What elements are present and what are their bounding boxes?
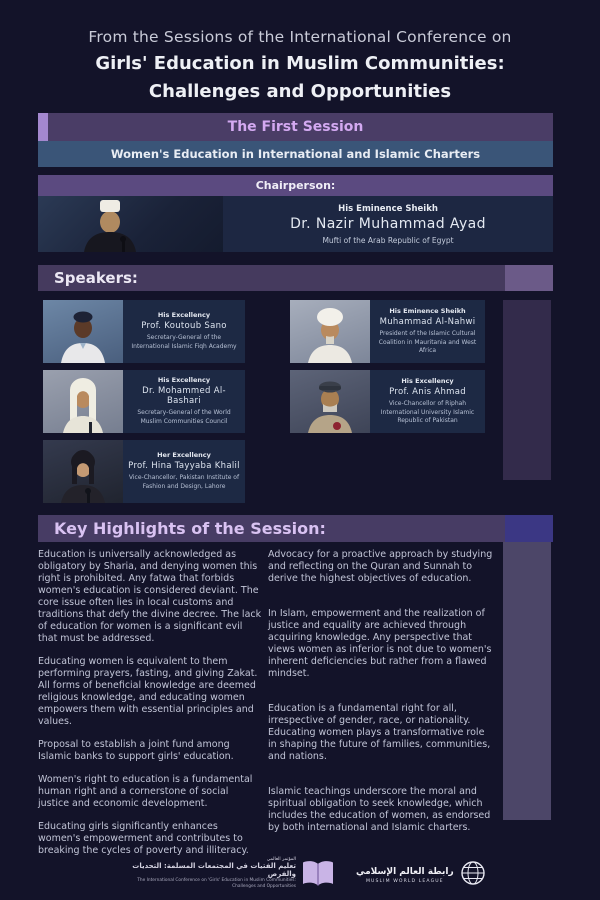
speaker-card bbox=[43, 370, 245, 433]
poster-footer bbox=[0, 856, 600, 900]
speaker-info bbox=[370, 370, 485, 433]
speaker-name: Prof. Anis Ahmad bbox=[389, 386, 466, 397]
highlights-banner bbox=[38, 515, 553, 542]
speaker-photo bbox=[43, 300, 123, 363]
highlight-paragraph: Islamic teachings underscore the moral and spiritual obligation to seek knowledge, which includes the education of women, as endorsed by both international and Islamic charters. bbox=[268, 786, 491, 833]
chairperson-banner bbox=[38, 175, 553, 196]
highlights-left-column bbox=[38, 549, 262, 868]
chairperson-honorific: His Eminence Sheikh bbox=[338, 203, 438, 214]
mwl-globe-icon bbox=[460, 860, 486, 890]
chairperson-card bbox=[38, 196, 553, 252]
chairperson-name: Dr. Nazir Muhammad Ayad bbox=[290, 215, 486, 232]
speaker-honorific: His Eminence Sheikh bbox=[389, 306, 466, 315]
conference-logo bbox=[130, 857, 296, 891]
speaker-info bbox=[123, 440, 245, 503]
header-line2: Girls' Education in Muslim Communities: bbox=[95, 53, 505, 74]
highlight-paragraph: Educating girls significantly enhances women's empowerment and contributes to breaking the cycles of poverty and illiteracy. bbox=[38, 821, 249, 856]
highlight-paragraph: Women's right to education is a fundamental human right and a cornerstone of social justice and economic development. bbox=[38, 774, 253, 809]
highlight-paragraph: Educating women is equivalent to them performing prayers, fasting, and giving Zakat. All forms of beneficial knowledge are deemed religious knowledge, and educating women empowers them with essential principles and values. bbox=[38, 656, 258, 727]
speaker-role: Vice-Chancellor of Riphah International University Islamic Republic of Pakistan bbox=[380, 399, 475, 425]
chairperson-photo bbox=[38, 196, 223, 252]
decorative-strip-highlights bbox=[503, 530, 551, 820]
speaker-card bbox=[43, 440, 245, 503]
highlights-banner-endblock bbox=[505, 515, 553, 542]
muslim-world-league-logo bbox=[356, 860, 486, 890]
speaker-honorific: His Excellency bbox=[401, 376, 454, 385]
speaker-role: Secretary-General of the World Muslim Communities Council bbox=[137, 409, 231, 425]
session-subtitle: Women's Education in International and Islamic Charters bbox=[110, 147, 481, 161]
speaker-name: Dr. Mohammed Al-Bashari bbox=[142, 386, 226, 407]
speaker-honorific: Her Excellency bbox=[157, 451, 211, 460]
highlight-paragraph: In Islam, empowerment and the realization of justice and equality are achieved through acquiring knowledge. Any perspective that views women as inferior is not due to women's inherent deficiencies but rather from a flawed mindset. bbox=[268, 608, 492, 679]
speaker-name: Muhammad Al-Nahwi bbox=[379, 316, 476, 327]
speaker-info bbox=[123, 300, 245, 363]
speaker-info bbox=[370, 300, 485, 363]
mwl-text bbox=[356, 867, 454, 884]
speakers-label: Speakers: bbox=[54, 269, 138, 287]
speaker-photo bbox=[43, 440, 123, 503]
conference-logo-english-line2: Challenges and Opportunities bbox=[232, 884, 296, 890]
speakers-banner-endblock bbox=[505, 265, 553, 291]
speaker-photo bbox=[290, 370, 370, 433]
highlight-paragraph: Proposal to establish a joint fund among Islamic banks to support girls' education. bbox=[38, 739, 234, 762]
highlight-paragraph: Advocacy for a proactive approach by studying and reflecting on the Quran and Sunnah to derive the highest objectives of education. bbox=[268, 549, 493, 584]
speaker-name: Prof. Hina Tayyaba Khalil bbox=[128, 461, 240, 472]
session-title: The First Session bbox=[227, 119, 364, 135]
speaker-card bbox=[290, 300, 485, 363]
mwl-english: MUSLIM WORLD LEAGUE bbox=[365, 878, 444, 884]
highlights-right-column bbox=[268, 549, 496, 857]
speaker-card bbox=[43, 300, 245, 363]
speaker-role: Vice-Chancellor, Pakistan Institute of Fashion and Design, Lahore bbox=[128, 474, 240, 490]
open-book-icon bbox=[301, 859, 335, 893]
speakers-banner bbox=[38, 265, 553, 291]
highlight-paragraph: Education is a fundamental right for all, irrespective of gender, race, or nationality. Educating women plays a transformative role in shaping the future of families, communities, and nations. bbox=[268, 703, 491, 762]
chairperson-label: Chairperson: bbox=[255, 179, 336, 192]
speaker-card bbox=[290, 370, 485, 433]
header-line1: From the Sessions of the International Conference on bbox=[88, 28, 512, 46]
conference-logo-arabic: تعليم الفتيات في المجتمعات المسلمة: التحديات والفرص bbox=[132, 862, 296, 878]
decorative-strip-speakers bbox=[503, 300, 551, 480]
conference-logo-english-line1: The International Conference on 'Girls' Education in Muslim Communities: bbox=[137, 878, 296, 883]
chairperson-role: Mufti of the Arab Republic of Egypt bbox=[322, 235, 454, 245]
speaker-photo bbox=[43, 370, 123, 433]
poster-header bbox=[0, 28, 600, 102]
header-line3: Challenges and Opportunities bbox=[148, 81, 452, 102]
conference-logo-arabic-small: المؤتمر العالمي bbox=[266, 857, 296, 862]
speaker-role: Secretary-General of the International Islamic Fiqh Academy bbox=[131, 334, 237, 350]
speaker-honorific: His Excellency bbox=[157, 311, 211, 320]
session-accent-bar bbox=[38, 113, 48, 141]
highlights-label: Key Highlights of the Session: bbox=[54, 519, 326, 538]
speaker-photo bbox=[290, 300, 370, 363]
speaker-role: President of the Islamic Cultural Coalition in Mauritania and West Africa bbox=[378, 329, 477, 355]
chairperson-info bbox=[223, 196, 553, 252]
speaker-name: Prof. Koutoub Sano bbox=[141, 321, 227, 332]
session-subtitle-banner bbox=[38, 141, 553, 167]
speaker-honorific: His Excellency bbox=[157, 376, 211, 385]
mwl-arabic: رابطة العالم الإسلامي bbox=[356, 866, 454, 877]
speaker-info bbox=[123, 370, 245, 433]
highlight-paragraph: Education is universally acknowledged as obligatory by Sharia, and denying women this right is prohibited. Any fatwa that forbids women's education is considered deviant. The core issue often lies in local customs and traditions that defy the divine decree. The lack of education for women is a significant evil that must be addressed. bbox=[38, 549, 262, 644]
session-banner bbox=[38, 113, 553, 141]
